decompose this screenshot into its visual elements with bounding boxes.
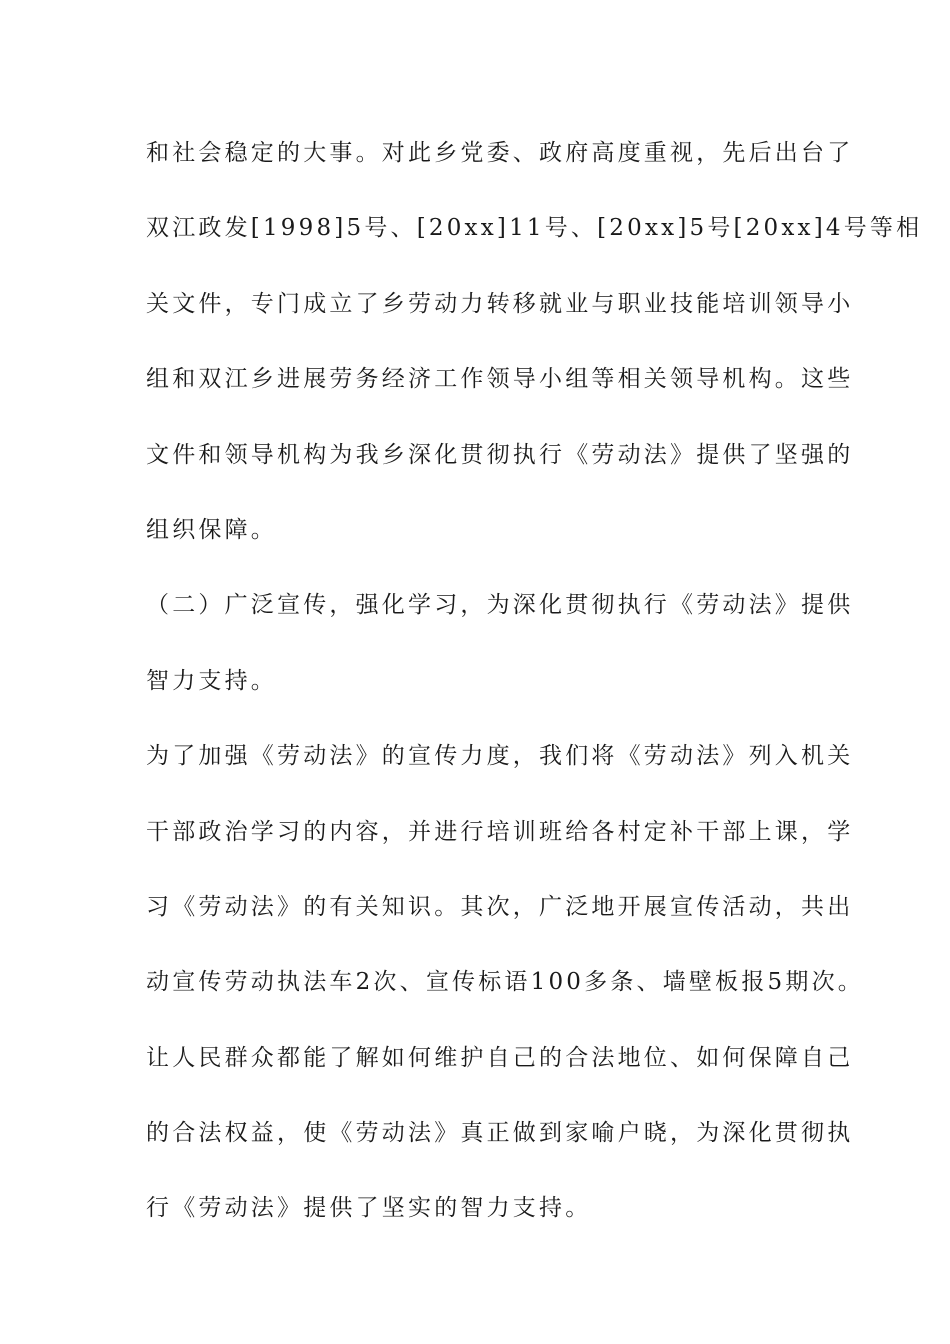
text-line: 组和双江乡进展劳务经济工作领导小组等相关领导机构。这些 <box>146 366 854 393</box>
text-line: 动宣传劳动执法车2次、宣传标语100多条、墙壁板报5期次。 <box>146 969 864 996</box>
text-line: 习《劳动法》的有关知识。其次，广泛地开展宣传活动，共出 <box>146 893 854 920</box>
text-line: 的合法权益，使《劳动法》真正做到家喻户晓，为深化贯彻执 <box>146 1120 854 1147</box>
text-line: 让人民群众都能了解如何维护自己的合法地位、如何保障自己 <box>146 1044 854 1071</box>
text-line: 干部政治学习的内容，并进行培训班给各村定补干部上课，学 <box>146 818 854 845</box>
text-line: 行《劳动法》提供了坚实的智力支持。 <box>146 1195 592 1222</box>
text-line: 文件和领导机构为我乡深化贯彻执行《劳动法》提供了坚强的 <box>146 441 854 468</box>
text-line: 和社会稳定的大事。对此乡党委、政府高度重视，先后出台了 <box>146 140 854 166</box>
text-line: 为了加强《劳动法》的宣传力度，我们将《劳动法》列入机关 <box>146 743 854 770</box>
document-body <box>146 123 923 1254</box>
text-line: 双江政发[1998]5号、[20xx]11号、[20xx]5号[20xx]4号等相 <box>146 215 923 242</box>
section-heading-line: （二）广泛宣传，强化学习，为深化贯彻执行《劳动法》提供 <box>146 592 854 619</box>
text-line: 组织保障。 <box>146 516 277 543</box>
text-line: 关文件，专门成立了乡劳动力转移就业与职业技能培训领导小 <box>146 290 854 317</box>
section-heading-line: 智力支持。 <box>146 667 277 694</box>
